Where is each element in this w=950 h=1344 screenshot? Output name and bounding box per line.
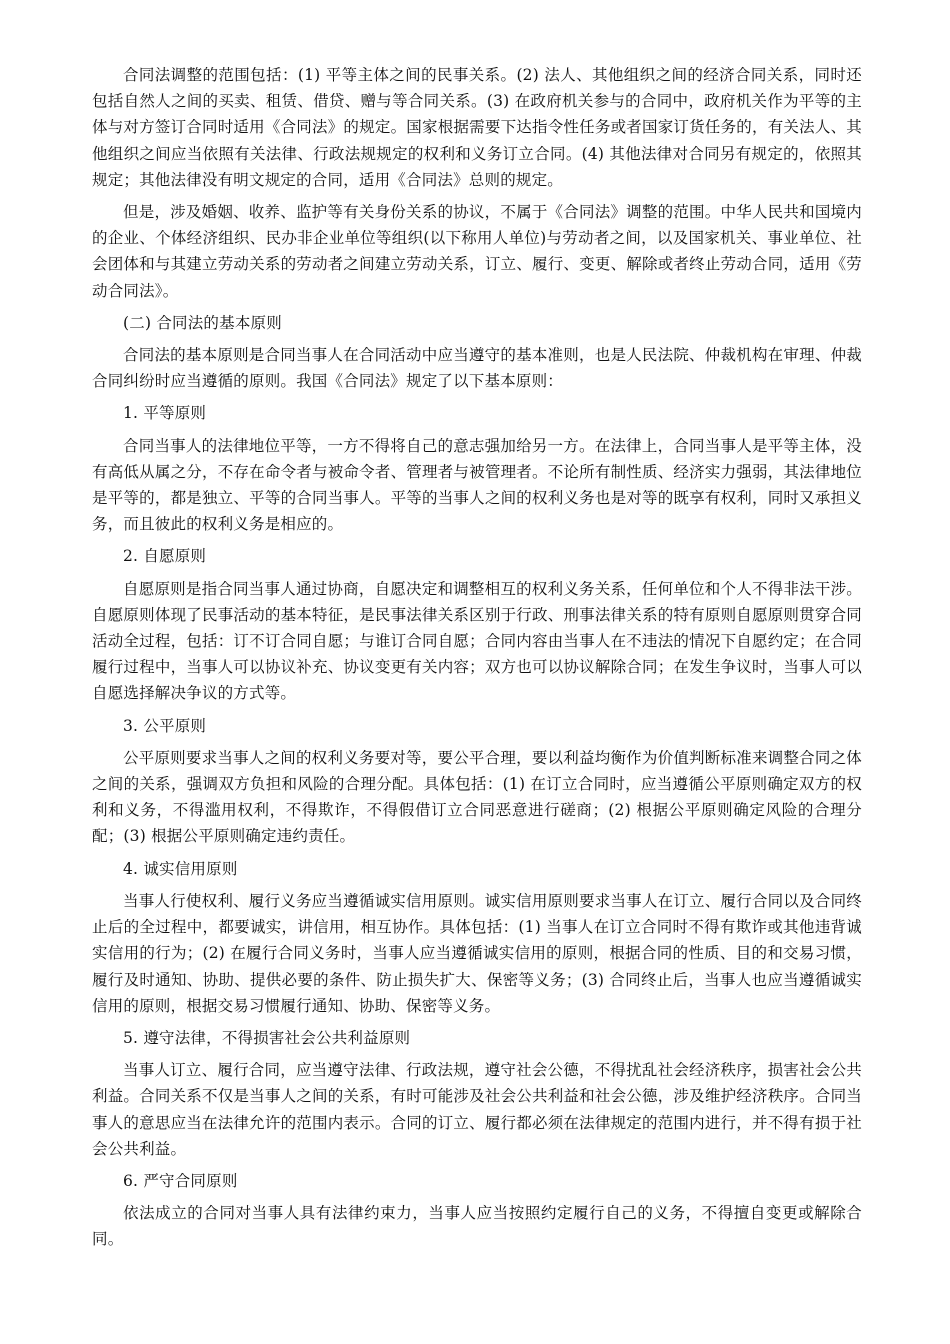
paragraph-contract-adherence-principle: 依法成立的合同对当事人具有法律约束力，当事人应当按照约定履行自己的义务，不得擅自变更或解除合同。 bbox=[92, 1204, 862, 1249]
paragraph-principles-intro: 合同法的基本原则是合同当事人在合同活动中应当遵守的基本准则，也是人民法院、仲裁机构在审理、仲裁合同纠纷时应当遵循的原则。我国《合同法》规定了以下基本原则： bbox=[92, 346, 862, 391]
heading-voluntary-principle: 2. 自愿原则 bbox=[123, 547, 207, 566]
document-page bbox=[92, 62, 862, 1259]
heading-contract-adherence-principle: 6. 严守合同原则 bbox=[123, 1171, 238, 1190]
paragraph-good-faith-principle: 当事人行使权利、履行义务应当遵循诚实信用原则。诚实信用原则要求当事人在订立、履行合同以及合同终止后的全过程中，都要诚实，讲信用，相互协作。具体包括：(1) 当事人在订立合同时不得有欺诈或其他违背诚实信用的行为；(2) 在履行合同义务时，当事人应当遵循诚实信用的原则，根据合同的性质、目的和交易习惯，履行及时通知、协助、提供必要的条件、防止损失扩大、保密等义务；(3) 合同终止后，当事人也应当遵循诚实信用的原则，根据交易习惯履行通知、协助、保密等义务。 bbox=[92, 891, 862, 1015]
heading-lawfulness-principle: 5. 遵守法律，不得损害社会公共利益原则 bbox=[123, 1028, 411, 1047]
heading-fairness-principle: 3. 公平原则 bbox=[123, 716, 207, 735]
paragraph-voluntary-principle: 自愿原则是指合同当事人通过协商，自愿决定和调整相互的权利义务关系，任何单位和个人不得非法干涉。自愿原则体现了民事活动的基本特征，是民事法律关系区别于行政、刑事法律关系的特有原则自愿原则贯穿合同活动全过程，包括：订不订合同自愿；与谁订合同自愿；合同内容由当事人在不违法的情况下自愿约定；在合同履行过程中，当事人可以协议补充、协议变更有关内容；双方也可以协议解除合同；在发生争议时，当事人可以自愿选择解决争议的方式等。 bbox=[92, 579, 862, 703]
paragraph-exclusions: 但是，涉及婚姻、收养、监护等有关身份关系的协议，不属于《合同法》调整的范围。中华人民共和国境内的企业、个体经济组织、民办非企业单位等组织(以下称用人单位)与劳动者之间，以及国家机关、事业单位、社会团体和与其建立劳动关系的劳动者之间建立劳动关系，订立、履行、变更、解除或者终止劳动合同，适用《劳动合同法》。 bbox=[92, 203, 862, 300]
heading-good-faith-principle: 4. 诚实信用原则 bbox=[123, 859, 238, 878]
section-heading-basic-principles: (二) 合同法的基本原则 bbox=[123, 313, 282, 332]
paragraph-equality-principle: 合同当事人的法律地位平等，一方不得将自己的意志强加给另一方。在法律上，合同当事人是平等主体，没有高低从属之分，不存在命令者与被命令者、管理者与被管理者。不论所有制性质、经济实力强弱，其法律地位是平等的，都是独立、平等的合同当事人。平等的当事人之间的权利义务也是对等的既享有权利，同时又承担义务，而且彼此的权利义务是相应的。 bbox=[92, 436, 862, 534]
heading-equality-principle: 1. 平等原则 bbox=[123, 404, 207, 423]
paragraph-fairness-principle: 公平原则要求当事人之间的权利义务要对等，要公平合理，要以利益均衡作为价值判断标准来调整合同之体之间的关系，强调双方负担和风险的合理分配。具体包括：(1) 在订立合同时，应当遵循公平原则确定双方的权利和义务，不得滥用权利，不得欺诈，不得假借订立合同恶意进行磋商；(2) 根据公平原则确定风险的合理分配；(3) 根据公平原则确定违约责任。 bbox=[92, 748, 862, 846]
paragraph-scope: 合同法调整的范围包括：(1) 平等主体之间的民事关系。(2) 法人、其他组织之间的经济合同关系，同时还包括自然人之间的买卖、租赁、借贷、赠与等合同关系。(3) 在政府机关参与的合同中，政府机关作为平等的主体与对方签订合同时适用《合同法》的规定。国家根据需要下达指令性任务或者国家订货任务的，有关法人、其他组织之间应当依照有关法律、行政法规规定的权利和义务订立合同。(4) 其他法律对合同另有规定的，依照其规定；其他法律没有明文规定的合同，适用《合同法》总则的规定。 bbox=[92, 66, 862, 189]
paragraph-lawfulness-principle: 当事人订立、履行合同，应当遵守法律、行政法规，遵守社会公德，不得扰乱社会经济秩序，损害社会公共利益。合同关系不仅是当事人之间的关系，有时可能涉及社会公共利益和社会公德，涉及维护经济秩序。合同当事人的意思应当在法律允许的范围内表示。合同的订立、履行都必须在法律规定的范围内进行，并不得有损于社会公共利益。 bbox=[92, 1061, 862, 1158]
